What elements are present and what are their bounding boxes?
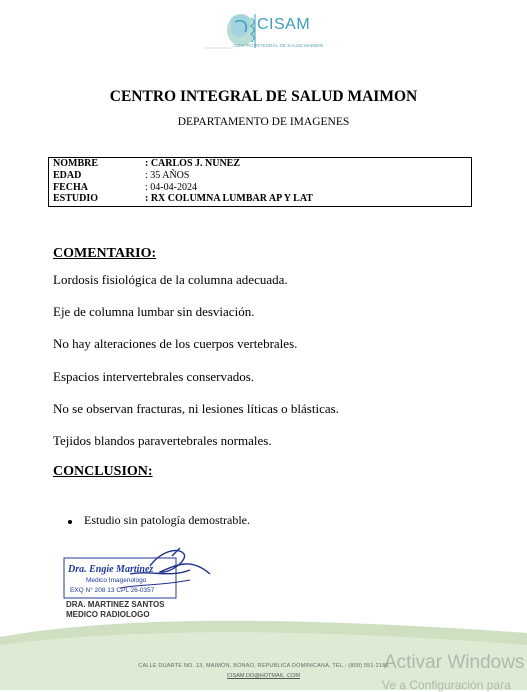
finding-item: Eje de columna lumbar sin desviación. xyxy=(53,304,255,319)
signer-role: MEDICO RADIOLOGO xyxy=(66,610,150,619)
patient-row-age xyxy=(53,170,471,182)
patient-value: : 04-04-2024 xyxy=(145,181,197,193)
page-title: CENTRO INTEGRAL DE SALUD MAIMON xyxy=(109,88,418,105)
comment-heading: COMENTARIO: xyxy=(53,246,157,261)
stamp-role: Medico Imagenologo xyxy=(86,577,147,584)
footer-address: CALLE DUARTE NO. 13, MAIMÓN, BONAO, REPUBLICA DOMINICANA, TEL.: (809) 551-2186 xyxy=(138,663,389,669)
patient-row-study xyxy=(53,193,471,205)
patient-label: EDAD xyxy=(53,169,82,181)
signature-stamp-icon xyxy=(60,544,214,600)
footer-email: CISAM.DO@HOTMAIL .COM xyxy=(227,673,300,679)
conclusion-item: Estudio sin patología demostrable. xyxy=(84,513,250,527)
finding-item: Tejidos blandos paravertebrales normales. xyxy=(53,433,272,448)
signer-name: DRA. MARTINEZ SANTOS xyxy=(66,600,165,609)
bullet-icon xyxy=(68,520,72,524)
finding-item: No se observan fracturas, ni lesiones líticas o blásticas. xyxy=(53,401,339,416)
patient-value: : CARLOS J. NUNEZ xyxy=(145,158,241,169)
conclusion-heading: CONCLUSION: xyxy=(53,464,153,479)
patient-label: NOMBRE xyxy=(53,158,98,169)
patient-label: ESTUDIO xyxy=(53,193,99,205)
page-subtitle: DEPARTAMENTO DE IMAGENES xyxy=(177,116,350,128)
stamp-name: Dra. Engie Martinez xyxy=(68,564,154,575)
activation-watermark: Activar Windows xyxy=(384,652,525,673)
finding-item: No hay alteraciones de los cuerpos vertebrales. xyxy=(53,336,298,351)
stamp-exq: EXQ N° 208 13 CPL 26-0357 xyxy=(70,587,155,594)
patient-row-name xyxy=(53,158,471,170)
patient-value: : 35 AÑOS xyxy=(145,169,190,181)
patient-info-box xyxy=(48,157,472,207)
patient-value: : RX COLUMNA LUMBAR AP Y LAT xyxy=(145,193,313,205)
patient-label: FECHA xyxy=(53,181,88,193)
patient-row-date xyxy=(53,182,471,194)
finding-item: Espacios intervertebrales conservados. xyxy=(53,369,255,384)
logo-text: CISAM xyxy=(257,16,311,33)
finding-item: Lordosis fisiológica de la columna adecuada. xyxy=(53,272,288,287)
logo-subtext: CENTRO INTEGRAL DE SALUD MAIMON xyxy=(234,43,324,48)
activation-watermark-sub: Ve a Configuración para xyxy=(382,678,511,692)
